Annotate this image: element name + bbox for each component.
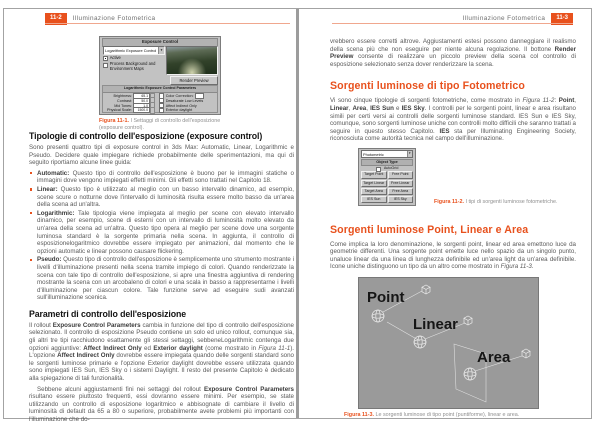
- figure-caption-label: Figura 11-3.: [344, 412, 374, 419]
- figure-caption-label: Figura 11-2.: [434, 199, 464, 206]
- checkbox-icon: [159, 108, 164, 113]
- autogrid-label: AutoGrid: [383, 166, 399, 171]
- exposure-types-list: [29, 170, 294, 302]
- option-label: Color Correction:: [165, 93, 194, 98]
- figure-11-3: [330, 277, 576, 419]
- field-value: 50.0: [133, 98, 150, 104]
- checkbox-icon: [376, 167, 381, 172]
- book-spread: [3, 8, 592, 423]
- parameters-group-title: Logarithmic Exposure Control Parameters: [103, 86, 217, 93]
- chapter-heading-photometric: Sorgenti luminose di tipo Fotometrico: [330, 80, 525, 93]
- field-label: Mid Tones:: [114, 103, 132, 108]
- option-label: Desaturate Low Levels: [165, 98, 204, 103]
- option-label: Exterior daylight: [165, 108, 193, 113]
- intro-paragraph: Sono presenti quattro tipi di exposure control in 3ds Max: Automatic, Linear, Logarithmic e Pseudo. Decidere quale impiegare richiede probabilmente delle sperimentazioni, ma qui di seguito riportiamo alcune linee guida:: [29, 144, 294, 167]
- figure-caption-text: I tipi di sorgenti luminose fotometriche.: [465, 199, 558, 206]
- process-background-checkbox: [103, 62, 161, 71]
- checkbox-checked-icon: [103, 56, 108, 61]
- list-item-logarithmic: [37, 210, 294, 256]
- dialog-title: Exposure Control: [102, 38, 218, 47]
- point-label: Point: [367, 289, 405, 307]
- page-left: [4, 9, 296, 423]
- section-heading-parameters: Parametri di controllo dell'esposizione: [29, 308, 187, 319]
- area-label: Area: [477, 349, 511, 367]
- exterior-daylight-checkbox: [159, 108, 216, 113]
- dropdown-value: Photometric: [363, 151, 384, 157]
- process-checkbox-label: Process Background and Environment Maps: [109, 61, 156, 71]
- point-linear-area-paragraph: Come implica la loro denominazione, le sorgenti point, linear ed area emettono luce da geometrie differenti. Una sorgente point emette luce nello spazio da un singolo punto, unaluce linear da una linea di lunghezza definibile ed un'area light da un'area definibile. Icone uniche distinguono un tipo da un altro come mostrato in Figura 11-3.: [330, 240, 576, 271]
- linear-label: Linear: [413, 316, 459, 334]
- exposure-parameters-group: [102, 85, 218, 113]
- page-number-badge: 11-3: [551, 13, 573, 25]
- parameter-fields: [104, 93, 157, 113]
- free-linear-button: Free Linear: [388, 180, 414, 187]
- area-light-icon: [464, 368, 476, 380]
- figure-11-3-caption: [344, 412, 576, 419]
- exposure-control-dialog: [99, 36, 221, 115]
- page-right: [299, 9, 591, 418]
- render-preview-button: Render Preview: [170, 76, 218, 86]
- continuation-paragraph: vrebbero essere corretti altrove. Aggiustamenti estesi possono danneggiare il realismo della scena più che non eseguire per niente alcuna regolazione. Il bottone Render Preview consente di realizzare un piccolo preview della scena col controllo di esposizione selezionato senza dover renderizzare la scena.: [330, 38, 576, 68]
- viewport-image: [358, 277, 539, 409]
- spinner-icon: [150, 107, 155, 113]
- area-target-icon: [522, 349, 530, 358]
- figure-caption-text: Le sorgenti luminose di tipo point (puntiforme), linear e area.: [375, 412, 520, 419]
- header-rule: [45, 23, 290, 24]
- active-checkbox-label: Active: [109, 54, 121, 60]
- right-page-body: [330, 38, 576, 419]
- field-label: Contrast:: [117, 98, 132, 103]
- parameters-paragraph-2: Sebbene alcuni aggiustamenti fini nei settaggi del rollout Exposure Control Parameters risultano essere piuttosto frequenti, essi dovranno essere minimi. Per esempio, se state utilizzando un controllo di esposizione logaritmico e abbisognate di cambiare il livello di luminosità di default da 65 a 80 o superiore, probabilmente avete problemi più importanti con l'illuminazione che do-: [29, 385, 294, 423]
- list-item-pseudo: [37, 256, 294, 302]
- free-point-button: Free Point: [388, 171, 414, 178]
- field-label: Physical Scale:: [106, 108, 132, 113]
- chevron-down-icon: ▼: [160, 48, 163, 52]
- list-term: Pseudo:: [37, 256, 62, 264]
- exposure-type-dropdown: [103, 46, 165, 55]
- figure-11-1: [99, 36, 234, 131]
- point-light-icon: [372, 310, 384, 322]
- page-number-badge: 11-2: [45, 13, 67, 25]
- light-type-buttons: [359, 171, 415, 203]
- ies-sky-button: IES Sky: [388, 196, 414, 203]
- target-linear-button: Target Linear: [361, 180, 387, 187]
- section-heading-typologies: Tipologie di controllo dell'esposizione (exposure control): [29, 131, 263, 141]
- chevron-down-icon: ▼: [408, 151, 412, 156]
- option-label: Affect Indirect Only: [165, 103, 197, 108]
- list-term: Automatic:: [37, 169, 70, 177]
- list-item-automatic: [37, 170, 294, 185]
- list-text: Questo tipo è utilizzato al meglio con un basso intervallo dinamico, ad esempio, scene scure o notturne dove l'intervallo di luminosità risulta essere molto basso da un'area della scena ad un'altra.: [37, 185, 294, 209]
- field-label: Brightness:: [113, 93, 132, 98]
- parameters-paragraph-1: Il rollout Exposure Control Parameters cambia in funzione del tipo di controllo dell'esposizione selezionato. Il controllo di esposizione Pseudo contiene un solo ed unico rollout, comunque sia, gli altri tre tipi racchiudono esattamente gli stessi settaggi, sebbeneLogarithmic contenga due opzioni aggiuntive: Affect Indirect Only ed Exterior daylight (come mostrato in Figura 11-1). L'opzione Affect Indirect Only dovrebbe essere impiegata quando delle sorgenti standard sono le sorgenti luminose primarie e l'opzione Exterior daylight dovrebbe essere utilizzata quando sono impiegati IES Sun, IES Sky o i sistemi Daylight. Il resto del presente Capitolo è dedicato alla spiegazione di tali funzionalità.: [29, 321, 295, 383]
- linear-light-icon: [414, 336, 426, 348]
- running-title: Illuminazione Fotometrica: [72, 15, 156, 23]
- list-item-linear: [37, 186, 294, 209]
- light-category-dropdown: [361, 150, 413, 158]
- photometric-create-panel: [358, 148, 416, 206]
- render-preview-thumbnail: [166, 46, 218, 75]
- figure-11-2-caption: [434, 199, 557, 206]
- figure-11-1-caption: [99, 118, 231, 131]
- point-target-icon: [422, 285, 430, 294]
- header-rule: [332, 23, 573, 24]
- free-area-button: Free Area: [388, 188, 414, 195]
- list-term: Linear:: [37, 185, 58, 193]
- list-text: Questo tipo di controllo dell'esposizione è semplicemente uno strumento mostrante i livelli d'illuminazione presenti nella scena tramite impiego di colori. Quando renderizzate la scena con tale tipo di controllo dell'esposizione, si apre una finestra aggiuntiva di rendering mostrante la scena con un arcobaleno di colori e una scala in basso a rappresentarne i livelli d'illuminazione per ciascun colore. Tale funzione serve ad eseguire sudi avanzati sull'illuminazione scenica.: [37, 256, 294, 302]
- ies-sun-button: IES Sun: [361, 196, 387, 203]
- chapter-heading-point-linear-area: Sorgenti luminose Point, Linear e Area: [330, 223, 529, 236]
- running-title: Illuminazione Fotometrica: [462, 15, 546, 23]
- target-area-button: Target Area: [361, 188, 387, 195]
- checkbox-icon: [103, 63, 108, 68]
- figure-caption-text: I Settaggi di controllo dell'esposizione (exposure control).: [99, 118, 221, 131]
- dropdown-value: Logarithmic Exposure Control: [105, 47, 157, 53]
- figure-caption-label: Figura 11-1.: [99, 118, 129, 124]
- linear-target-icon: [464, 316, 472, 325]
- list-text: Questo tipo di controllo dell'esposizione è buono per le immagini statiche o immagini dove vengono impiegati effetti minimi. Gli effetti sono trattati nel Capitolo 18.: [37, 169, 294, 185]
- field-value: 1.0: [133, 103, 150, 109]
- left-page-body: [29, 131, 294, 427]
- field-value: 65.1: [133, 93, 150, 99]
- photometric-paragraph: Vi sono cinque tipologie di sorgenti fotometriche, come mostrato in Figura 11-2: Point, Linear, Area, IES Sun e IES Sky. I controlli per le sorgenti point, linear e area risultano simili per certi versi ai controlli delle sorgenti luminose standard. IES Sun e IES Sky, comunque, sono sorgenti luminose uniche con controlli molto difficili che saranno trattati a seguire in questo stesso Capitolo. IES sta per Illuminating Engineering Society, riconosciuta come autorità tecnica nel campo dell'illuminazione.: [330, 97, 576, 143]
- list-text: Tale tipologia viene impiegata al meglio per scene con elevato intervallo dinamico, per esempio, scene di esterni con un intervallo di luminosità molto elevato da un'area della scena ad un'altra. Questo tipo opera al meglio per scene dove una sorgente luminosa standard è la sorgente primaria nella scena. In aggiunta, il controllo di esposizionelogaritmico dovrebbe essere impiegato per animazioni, dal momento che le opzioni automatic e linear possono causare flickering.: [37, 209, 294, 255]
- field-value: 1500.0: [133, 107, 150, 113]
- physical-scale-field: [104, 108, 157, 113]
- parameter-options: [157, 93, 216, 113]
- list-term: Logarithmic:: [37, 209, 75, 217]
- target-point-button: Target Point: [361, 171, 387, 178]
- object-type-rollout-header: Object Type: [361, 159, 413, 166]
- figure-11-2: [358, 148, 576, 206]
